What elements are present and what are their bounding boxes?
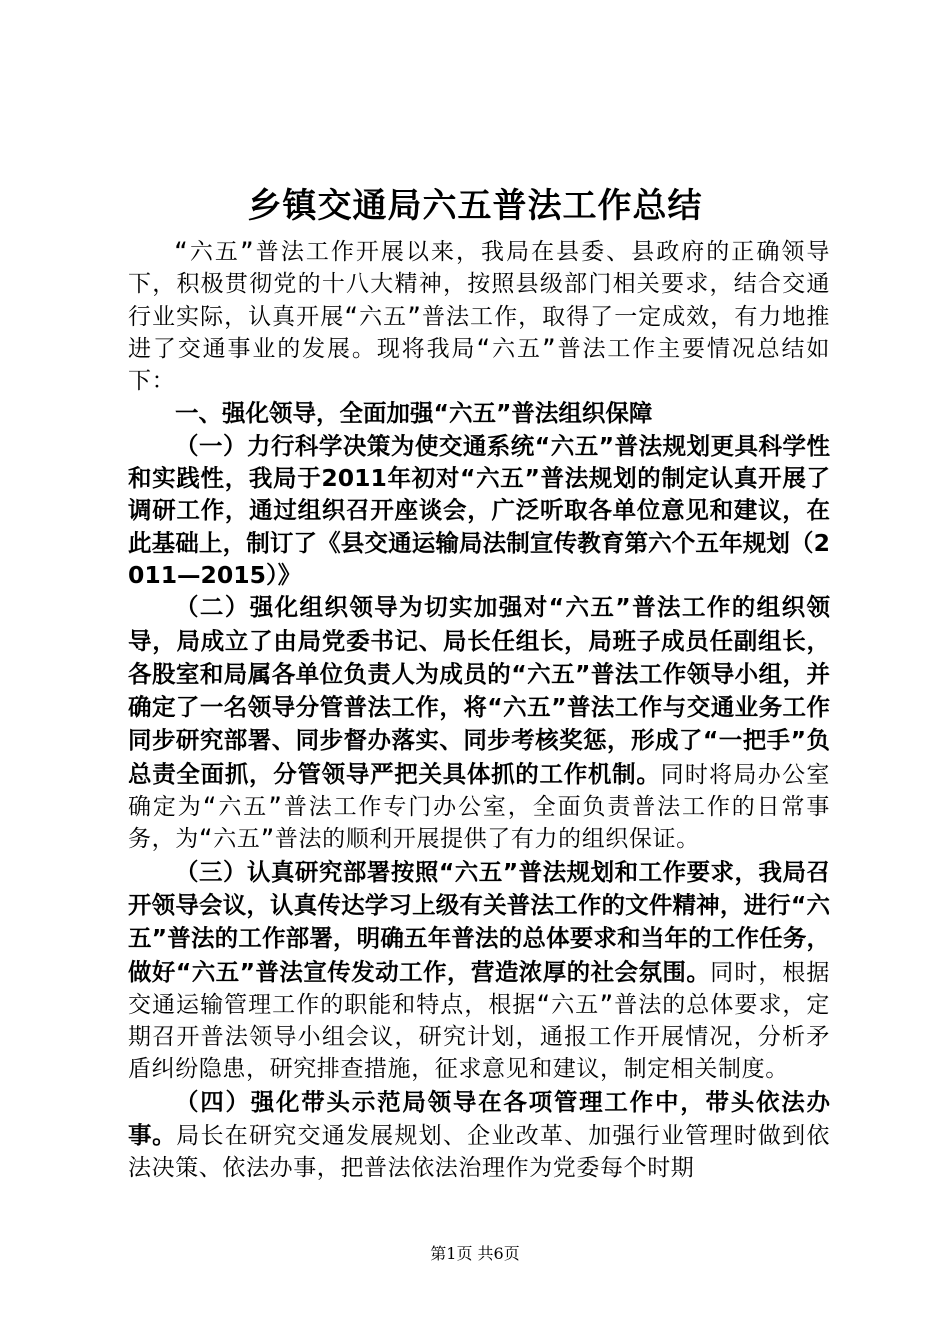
paragraph-2-rest: 同时将局办公室确定为“六五”普法工作专门办公室，全面负责普法工作的日常事务，为“六五”普法的顺利开展提供了有力的组织保证。 — [128, 761, 831, 853]
document-title: 乡镇交通局六五普法工作总结 — [247, 186, 703, 226]
intro-paragraph: “六五”普法工作开展以来，我局在县委、县政府的正确领导下，积极贯彻党的十八大精神，按照县级部门相关要求，结合交通行业实际，认真开展“六五”普法工作，取得了一定成效，有力地推进了交通事业的发展。现将我局“六五”普法工作主要情况总结如下： — [128, 239, 830, 395]
page-footer: 第1页 共6页 — [430, 1244, 520, 1263]
paragraph-4-rest: 局长在研究交通发展规划、企业改革、加强行业管理时做到依法决策、依法办事，把普法依法治理作为党委每个时期 — [128, 1123, 831, 1182]
paragraph-3 — [128, 856, 830, 1086]
paragraph-3-lead: （三）认真研究部署按照“六五”普法规划和工作要求，我局召开领导会议，认真传达学习上级有关普法工作的文件精神，进行“六五”普法的工作部署，明确五年普法的总体要求和当年的工作任务，做好“六五”普法宣传发动工作，营造浓厚的社会氛围。 — [128, 857, 830, 986]
document-body — [128, 236, 830, 1185]
paragraph-3-rest: 同时，根据交通运输管理工作的职能和特点，根据“六五”普法的总体要求，定期召开普法领导小组会议，研究计划，通报工作开展情况，分析矛盾纠纷隐患，研究排查措施，征求意见和建议，制定相关制度。 — [128, 959, 831, 1083]
paragraph-2 — [128, 591, 830, 855]
paragraph-1: （一）力行科学决策为使交通系统“六五”普法规划更具科学性和实践性，我局于2011年初对“六五”普法规划的制定认真开展了调研工作，通过组织召开座谈会，广泛听取各单位意见和建议，在此基础上，制订了《县交通运输局法制宣传教育第六个五年规划（2011—2015）》 — [128, 431, 830, 589]
section-heading: 一、强化领导，全面加强“六五”普法组织保障 — [175, 399, 653, 428]
paragraph-4 — [128, 1086, 830, 1185]
paragraph-4-lead: （四）强化带头示范局领导在各项管理工作中，带头依法办事。 — [128, 1087, 830, 1150]
paragraph-2-lead: （二）强化组织领导为切实加强对“六五”普法工作的组织领导，局成立了由局党委书记、局长任组长，局班子成员任副组长，各股室和局属各单位负责人为成员的“六五”普法工作领导小组，并确定了一名领导分管普法工作，将“六五”普法工作与交通业务工作同步研究部署、同步督办落实、同步考核奖惩，形成了“一把手”负总责全面抓，分管领导严把关具体抓的工作机制。 — [128, 593, 830, 788]
